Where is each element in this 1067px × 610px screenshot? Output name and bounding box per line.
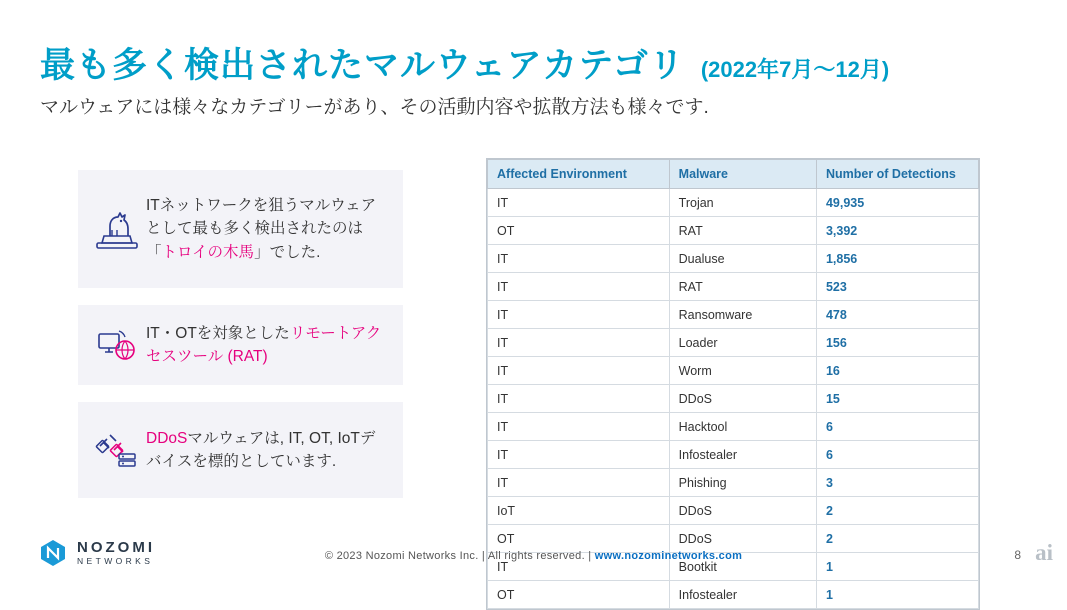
page-number: 8: [1014, 548, 1021, 562]
card-highlight: DDoS: [146, 429, 188, 447]
trojan-horse-icon: [88, 205, 146, 253]
cell-environment: IT: [488, 385, 670, 413]
cell-detections: 156: [816, 329, 978, 357]
cell-malware: DDoS: [669, 497, 816, 525]
callout-card-rat-text: [146, 322, 389, 369]
card-text-part1: IT・OTを対象とした: [146, 324, 290, 342]
cell-environment: OT: [488, 581, 670, 609]
logo-text-line2: NETWORKS: [77, 555, 154, 566]
ddos-devices-icon: [88, 426, 146, 474]
title-period: (2022年7月〜12月): [700, 57, 890, 82]
table-row: [488, 357, 979, 385]
cell-environment: IT: [488, 413, 670, 441]
cell-environment: IT: [488, 441, 670, 469]
copyright-line: [0, 550, 1067, 562]
cell-environment: IT: [488, 273, 670, 301]
callout-card-trojan-text: [146, 194, 389, 264]
card-text-part2: 」でした.: [254, 243, 321, 261]
callout-card-trojan: [78, 170, 403, 288]
cell-malware: Ransomware: [669, 301, 816, 329]
cell-environment: IT: [488, 245, 670, 273]
card-text-part1: ITネットワークを狙うマルウェアとして最も多く検出されたのは「: [146, 197, 377, 261]
card-highlight: リモートアクセスツール (RAT): [146, 324, 382, 365]
table-header-malware: Malware: [669, 160, 816, 189]
remote-access-icon: [88, 323, 146, 367]
cell-detections: 1: [816, 581, 978, 609]
cell-malware: Bootkit: [669, 553, 816, 581]
table-header-detections: Number of Detections: [816, 160, 978, 189]
cell-malware: DDoS: [669, 525, 816, 553]
cell-malware: DDoS: [669, 385, 816, 413]
callout-card-rat: [78, 305, 403, 385]
footer: [0, 534, 1067, 574]
cell-malware: RAT: [669, 217, 816, 245]
table-row: [488, 245, 979, 273]
cell-malware: RAT: [669, 273, 816, 301]
copyright-text: © 2023 Nozomi Networks Inc. | All rights reserved. |: [324, 550, 592, 562]
table-header-environment: Affected Environment: [488, 160, 670, 189]
watermark: ai: [1035, 540, 1053, 565]
cell-environment: IT: [488, 357, 670, 385]
cell-malware: Trojan: [669, 189, 816, 217]
callout-card-list: [78, 170, 403, 515]
page-title: [40, 38, 889, 88]
cell-environment: OT: [488, 217, 670, 245]
cell-environment: IT: [488, 329, 670, 357]
cell-malware: Infostealer: [669, 441, 816, 469]
table-row: [488, 273, 979, 301]
cell-detections: 1: [816, 553, 978, 581]
cell-detections: 523: [816, 273, 978, 301]
table-row: [488, 301, 979, 329]
callout-card-ddos: [78, 402, 403, 498]
cell-environment: IT: [488, 301, 670, 329]
card-text-part2: マルウェアは, IT, OT, IoTデバイスを標的としています.: [146, 429, 376, 470]
cell-detections: 2: [816, 497, 978, 525]
table-row: [488, 329, 979, 357]
cell-environment: IoT: [488, 497, 670, 525]
cell-detections: 6: [816, 441, 978, 469]
cell-detections: 2: [816, 525, 978, 553]
cell-detections: 1,856: [816, 245, 978, 273]
cell-malware: Phishing: [669, 469, 816, 497]
table-row: [488, 441, 979, 469]
cell-malware: Worm: [669, 357, 816, 385]
cell-detections: 16: [816, 357, 978, 385]
callout-card-ddos-text: [146, 427, 389, 474]
cell-detections: 3,392: [816, 217, 978, 245]
table-header-row: [488, 160, 979, 189]
cell-malware: Loader: [669, 329, 816, 357]
table-row: [488, 217, 979, 245]
table-row: [488, 497, 979, 525]
cell-environment: OT: [488, 525, 670, 553]
website-link[interactable]: www.nozominetworks.com: [594, 550, 743, 562]
cell-environment: IT: [488, 189, 670, 217]
cell-detections: 3: [816, 469, 978, 497]
cell-environment: IT: [488, 553, 670, 581]
cell-detections: 15: [816, 385, 978, 413]
cell-malware: Infostealer: [669, 581, 816, 609]
table-row: [488, 581, 979, 609]
cell-malware: Dualuse: [669, 245, 816, 273]
cell-detections: 6: [816, 413, 978, 441]
cell-malware: Hacktool: [669, 413, 816, 441]
table-row: [488, 189, 979, 217]
table-row: [488, 413, 979, 441]
page-subtitle: マルウェアには様々なカテゴリーがあり、その活動内容や拡散方法も様々です.: [40, 97, 709, 118]
cell-detections: 49,935: [816, 189, 978, 217]
logo-text-line1: NOZOMI: [77, 539, 155, 557]
title-main: 最も多く検出されたマルウェアカテゴリ: [40, 46, 685, 85]
table-row: [488, 469, 979, 497]
card-highlight: トロイの木馬: [161, 243, 255, 261]
table-row: [488, 385, 979, 413]
cell-detections: 478: [816, 301, 978, 329]
cell-environment: IT: [488, 469, 670, 497]
